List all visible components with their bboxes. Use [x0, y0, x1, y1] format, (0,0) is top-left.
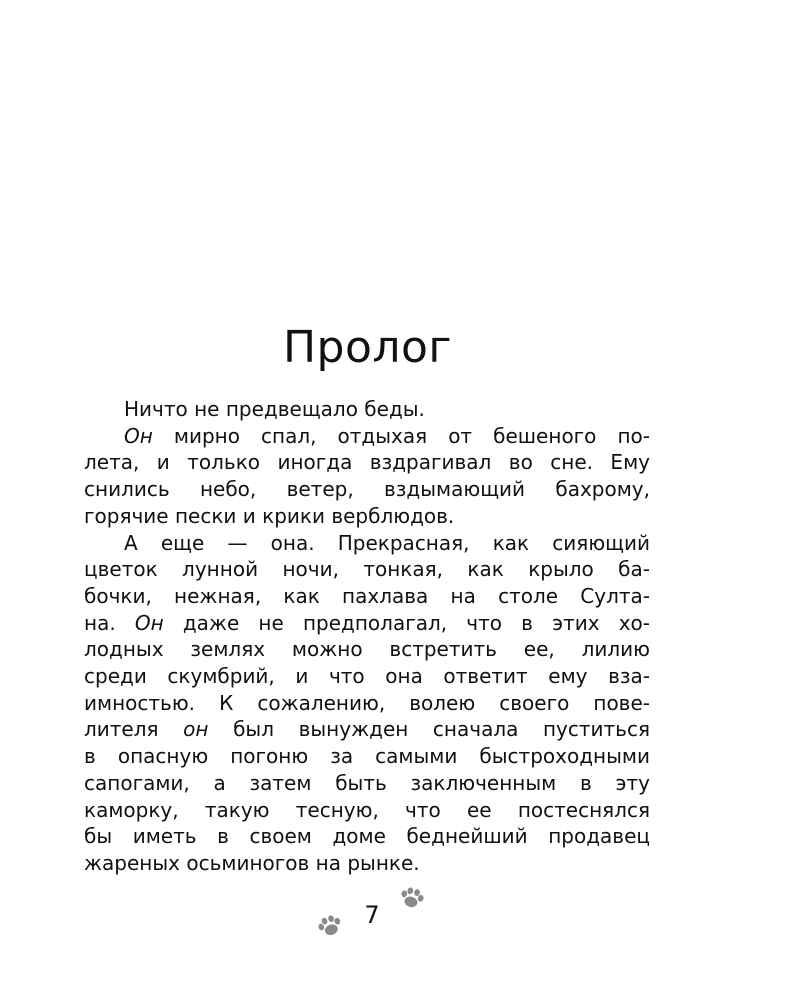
paw-print-icon: [316, 914, 344, 942]
text-span: снились небо, ветер, вздымающий бахрому,: [84, 477, 650, 502]
chapter-title: Пролог: [282, 322, 453, 373]
text-line: [84, 503, 650, 530]
text-span: на.: [84, 610, 135, 635]
italic-text-span: Он: [124, 423, 153, 448]
text-span: Ничто не предвещало беды.: [124, 397, 425, 421]
chapter-body: [84, 396, 650, 877]
text-span: лодных землях можно встретить ее, лилию: [84, 637, 650, 662]
text-line: [84, 636, 650, 663]
paw-print-icon-svg: [316, 914, 344, 938]
text-span: в опасную погоню за самыми быстроходными: [84, 744, 650, 769]
text-span: даже не предполагал, что в этих хо-: [163, 610, 650, 635]
text-line: [84, 423, 650, 450]
italic-text-span: он: [183, 717, 209, 742]
text-line: [84, 690, 650, 717]
text-span: сапогами, а затем быть заключенным в эту: [84, 770, 650, 795]
text-line: [84, 476, 650, 503]
text-span: мирно спал, отдыхая от бешеного по-: [152, 423, 650, 448]
paw-print-icon: [398, 886, 426, 914]
paw-print-icon-svg: [398, 886, 426, 910]
text-line: [84, 663, 650, 690]
text-line: [84, 770, 650, 797]
page-number: 7: [364, 901, 380, 929]
text-line: [84, 396, 650, 423]
text-line: [84, 797, 650, 824]
text-line: [84, 850, 650, 877]
text-line: [84, 449, 650, 476]
text-span: лета, и только иногда вздрагивал во сне. Ему: [84, 450, 650, 475]
text-span: каморку, такую тесную, что ее постеснялся: [84, 797, 650, 822]
text-span: горячие пески и крики верблюдов.: [84, 503, 455, 528]
text-line: [84, 610, 650, 637]
text-span: жареных осьминогов на рынке.: [84, 850, 420, 875]
italic-text-span: Он: [134, 610, 164, 635]
text-span: имностью. К сожалению, волею своего пове-: [84, 690, 650, 715]
text-line: [84, 556, 650, 583]
text-span: был вынужден сначала пуститься: [208, 717, 650, 742]
text-span: бы иметь в своем доме беднейший продавец: [84, 824, 650, 849]
text-span: среди скумбрий, и что она ответит ему вза-: [84, 664, 650, 689]
text-line: [84, 583, 650, 610]
text-line: [84, 743, 650, 770]
text-span: цветок лунной ночи, тонкая, как крыло ба-: [84, 557, 650, 582]
text-span: бочки, нежная, как пахлава на столе Султа-: [84, 583, 650, 608]
text-line: [84, 823, 650, 850]
text-line: [84, 716, 650, 743]
text-line: [84, 530, 650, 557]
text-span: А еще — она. Прекрасная, как сияющий: [124, 530, 650, 555]
text-span: лителя: [84, 717, 184, 742]
